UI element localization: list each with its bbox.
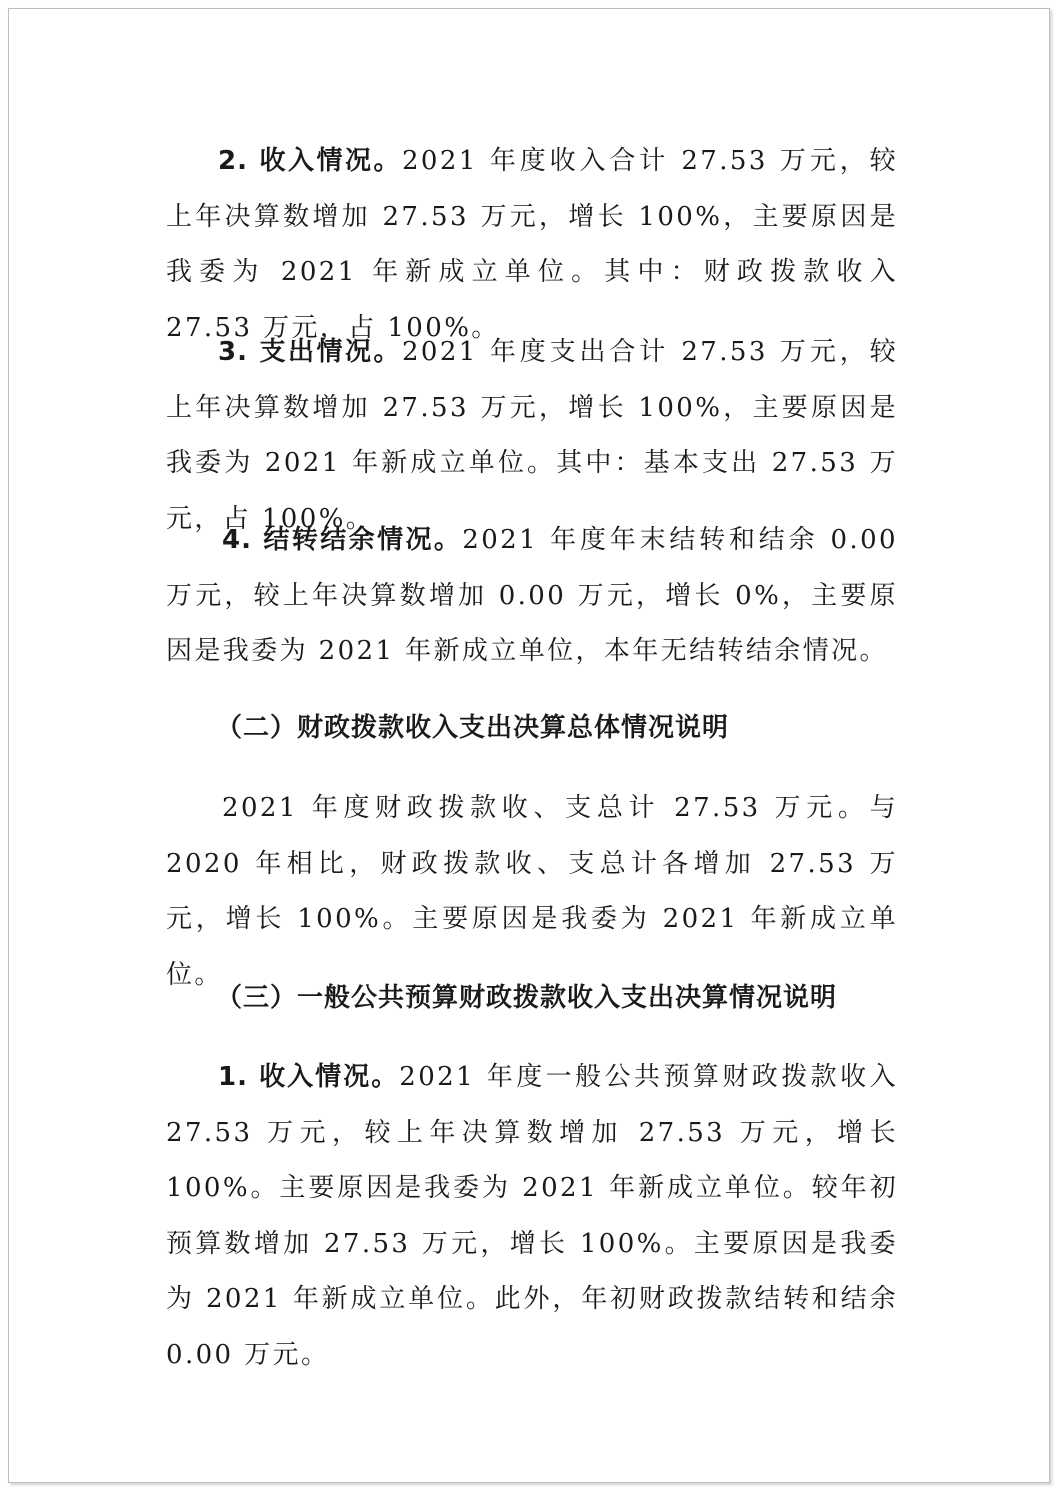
paragraph-general-budget-body: 2021 年度一般公共预算财政拨款收入 27.53 万元，较上年决算数增加 27.53 万元，增长 100%。主要原因是我委为 2021 年新成立单位。较年初预算数增加 27.53 万元，增长 100%。主要原因是我委为 2021 年新成立单位。此外，年初财政拨款结转和结余 0.00 万元。 [166, 1062, 898, 1370]
paragraph-income-body: 2021 年度收入合计 27.53 万元，较上年决算数增加 27.53 万元，增长 100%，主要原因是我委为 2021 年新成立单位。其中：财政拨款收入 27.53 万元，占 100%。 [166, 146, 898, 343]
paragraph-income [166, 134, 898, 356]
paragraph-income-lead: 2. 收入情况。 [218, 146, 402, 176]
paragraph-carryover [166, 513, 898, 680]
paragraph-carryover-body: 2021 年度年末结转和结余 0.00 万元，较上年决算数增加 0.00 万元，增长 0%，主要原因是我委为 2021 年新成立单位，本年无结转结余情况。 [166, 525, 898, 667]
paragraph-general-budget-income [166, 1050, 898, 1384]
section-heading-general-budget: （三）一般公共预算财政拨款收入支出决算情况说明 [216, 983, 838, 1013]
paragraph-general-budget-lead: 1. 收入情况。 [218, 1062, 400, 1092]
paragraph-carryover-lead: 4. 结转结余情况。 [222, 525, 463, 555]
section-heading-fiscal-overview: （二）财政拨款收入支出决算总体情况说明 [216, 713, 730, 743]
paragraph-expenditure-lead: 3. 支出情况。 [218, 337, 402, 367]
paragraph-fiscal-overview: 2021 年度财政拨款收、支总计 27.53 万元。与 2020 年相比，财政拨款收、支总计各增加 27.53 万元，增长 100%。主要原因是我委为 2021 年新成立单位。 [166, 793, 898, 990]
paragraph-expenditure-body: 2021 年度支出合计 27.53 万元，较上年决算数增加 27.53 万元，增长 100%，主要原因是我委为 2021 年新成立单位。其中：基本支出 27.53 万元，占 100%。 [166, 337, 898, 534]
